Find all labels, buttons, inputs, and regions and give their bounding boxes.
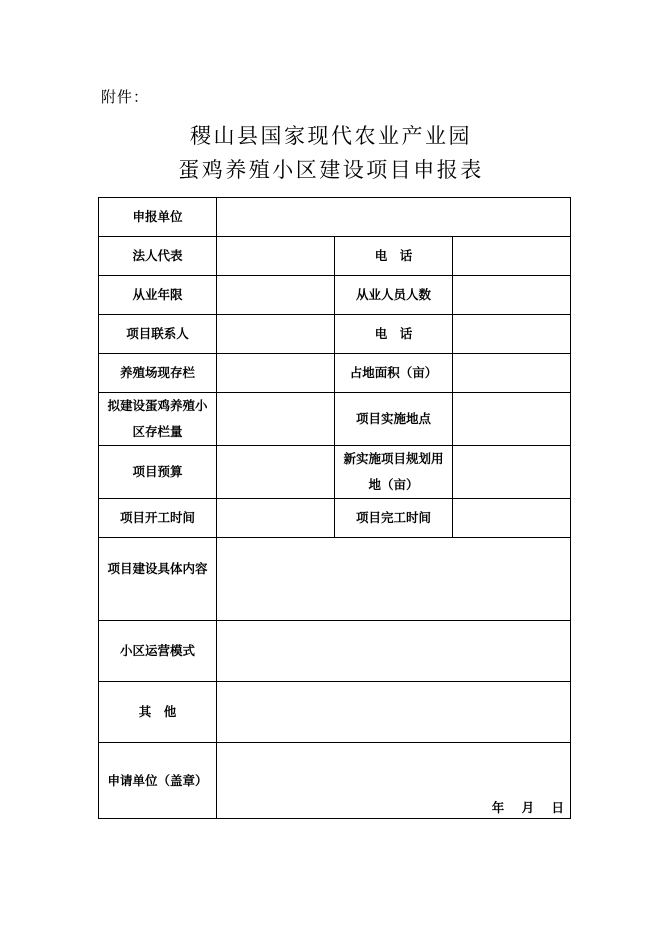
field-phone-2[interactable] bbox=[453, 315, 571, 354]
field-project-contact[interactable] bbox=[217, 315, 335, 354]
field-other[interactable] bbox=[217, 682, 571, 743]
label-years-in-business: 从业年限 bbox=[99, 276, 217, 315]
row-legal-rep bbox=[99, 237, 571, 276]
label-end-time: 项目完工时间 bbox=[335, 499, 453, 538]
label-other: 其 他 bbox=[99, 682, 217, 743]
field-current-stock[interactable] bbox=[217, 354, 335, 393]
date-line: 年 月 日 bbox=[491, 800, 565, 815]
attachment-label: 附件： bbox=[101, 88, 150, 106]
label-project-location: 项目实施地点 bbox=[335, 393, 453, 446]
label-new-land bbox=[335, 446, 453, 499]
label-phone-2: 电 话 bbox=[335, 315, 453, 354]
row-contact bbox=[99, 315, 571, 354]
application-form-table bbox=[98, 197, 571, 819]
row-seal bbox=[99, 743, 571, 819]
field-phone-1[interactable] bbox=[453, 237, 571, 276]
field-operation-mode[interactable] bbox=[217, 621, 571, 682]
field-start-time[interactable] bbox=[217, 499, 335, 538]
label-operation-mode: 小区运营模式 bbox=[99, 621, 217, 682]
row-content bbox=[99, 538, 571, 621]
label-project-contact: 项目联系人 bbox=[99, 315, 217, 354]
title-line-1: 稷山县国家现代农业产业园 bbox=[190, 124, 472, 148]
label-current-stock: 养殖场现存栏 bbox=[99, 354, 217, 393]
field-end-time[interactable] bbox=[453, 499, 571, 538]
label-phone-1: 电 话 bbox=[335, 237, 453, 276]
label-legal-rep: 法人代表 bbox=[99, 237, 217, 276]
label-applicant-unit: 申报单位 bbox=[99, 198, 217, 237]
row-planned bbox=[99, 393, 571, 446]
label-construction-content bbox=[99, 538, 217, 621]
field-seal[interactable] bbox=[217, 743, 571, 819]
title-line-2: 蛋鸡养殖小区建设项目申报表 bbox=[178, 158, 484, 182]
field-project-location[interactable] bbox=[453, 393, 571, 446]
field-applicant-unit[interactable] bbox=[217, 198, 571, 237]
field-new-land[interactable] bbox=[453, 446, 571, 499]
field-project-budget[interactable] bbox=[217, 446, 335, 499]
label-seal: 申请单位（盖章） bbox=[99, 743, 217, 819]
row-budget bbox=[99, 446, 571, 499]
row-applicant-unit bbox=[99, 198, 571, 237]
label-project-budget: 项目预算 bbox=[99, 446, 217, 499]
label-planned-stock-text: 拟建设蛋鸡养殖小区存栏量 bbox=[107, 398, 208, 439]
field-years-in-business[interactable] bbox=[217, 276, 335, 315]
field-planned-stock[interactable] bbox=[217, 393, 335, 446]
field-construction-content[interactable] bbox=[217, 538, 571, 621]
field-legal-rep[interactable] bbox=[217, 237, 335, 276]
row-stock bbox=[99, 354, 571, 393]
field-employee-count[interactable] bbox=[453, 276, 571, 315]
field-land-area[interactable] bbox=[453, 354, 571, 393]
label-employee-count: 从业人员人数 bbox=[335, 276, 453, 315]
label-new-land-text: 新实施项目规划用地（亩） bbox=[343, 451, 444, 492]
label-start-time: 项目开工时间 bbox=[99, 499, 217, 538]
row-years bbox=[99, 276, 571, 315]
row-time bbox=[99, 499, 571, 538]
row-operation bbox=[99, 621, 571, 682]
label-land-area: 占地面积（亩） bbox=[335, 354, 453, 393]
label-planned-stock bbox=[99, 393, 217, 446]
row-other bbox=[99, 682, 571, 743]
label-construction-content-text: 项目建设具体内容 bbox=[107, 561, 208, 576]
